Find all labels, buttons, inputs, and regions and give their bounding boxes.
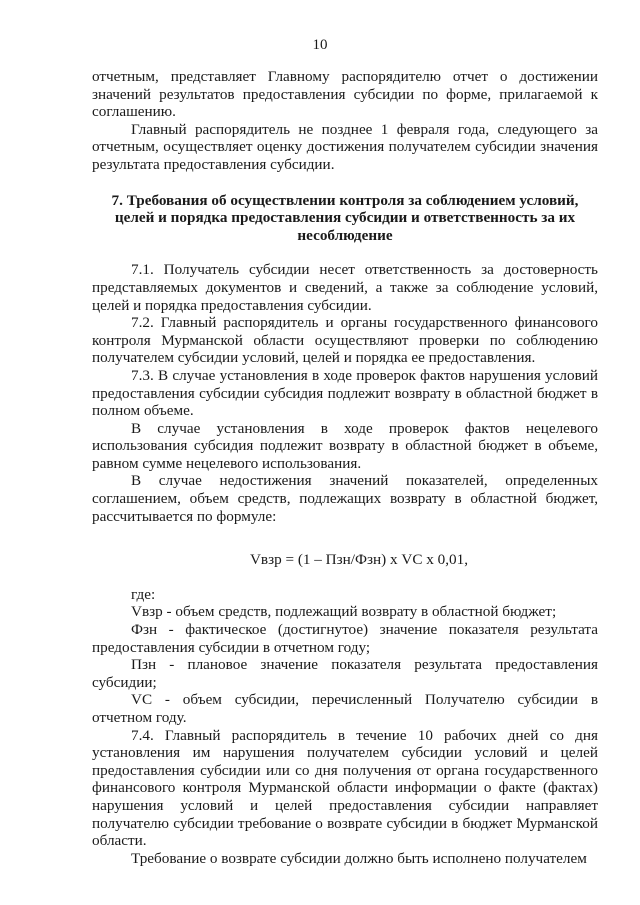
paragraph: В случае недостижения значений показателей, определенных соглашением, объем средств, подлежащих возврату в областной бюджет, рассчитывается по формуле:	[92, 472, 598, 525]
paragraph-7-2: 7.2. Главный распорядитель и органы государственного финансового контроля Мурманской области осуществляют проверки по соблюдению получателем субсидии условий, целей и порядка ее предоставления.	[92, 314, 598, 367]
formula-variable: Фзн - фактическое (достигнутое) значение показателя результата предоставления субсидии в отчетном году;	[92, 621, 598, 656]
formula-variable: Vвзр - объем средств, подлежащий возврату в областной бюджет;	[131, 603, 557, 621]
formula-where: где:	[131, 585, 156, 603]
formula-variable: Пзн - плановое значение показателя результата предоставления субсидии;	[92, 656, 598, 691]
formula-variable: VC - объем субсидии, перечисленный Получателю субсидии в отчетном году.	[92, 691, 598, 726]
paragraph: В случае установления в ходе проверок фактов нецелевого использования субсидия подлежит возврату в областной бюджет в объеме, равном сумме нецелевого использования.	[92, 419, 598, 472]
document-body	[92, 68, 598, 867]
paragraph: отчетным, представляет Главному распорядителю отчет о достижении значений результатов предоставления субсидии по форме, прилагаемой к соглашению.	[92, 68, 598, 121]
paragraph: Требование о возврате субсидии должно быть исполнено получателем	[131, 849, 587, 867]
section-title: 7. Требования об осуществлении контроля за соблюдением условий, целей и порядка предоставления субсидии и ответственность за их несоблюдение	[111, 191, 579, 244]
paragraph: Главный распорядитель не позднее 1 февраля года, следующего за отчетным, осуществляет оценку достижения получателем субсидии значения результата предоставления субсидии.	[92, 120, 598, 173]
paragraph-7-4: 7.4. Главный распорядитель в течение 10 рабочих дней со дня установления им нарушения получателем субсидии условий и целей предоставления субсидии или со дня получения от органа государственного финансового контроля Мурманской области информации о факте (фактах) нарушения условий и целей предоставления субсидии направляет получателю субсидии требование о возврате субсидии в бюджет Мурманской области.	[92, 726, 598, 850]
page-number: 10	[312, 37, 328, 53]
paragraph-7-3: 7.3. В случае установления в ходе проверок фактов нарушения условий предоставления субсидии субсидия подлежит возврату в областной бюджет в полном объеме.	[92, 366, 598, 420]
paragraph-7-1: 7.1. Получатель субсидии несет ответственность за достоверность представляемых документов и сведений, а также за соблюдение условий, целей и порядка предоставления субсидии.	[92, 261, 598, 314]
formula: Vвзр = (1 – Пзн/Фзн) х VC х 0,01,	[249, 551, 469, 569]
